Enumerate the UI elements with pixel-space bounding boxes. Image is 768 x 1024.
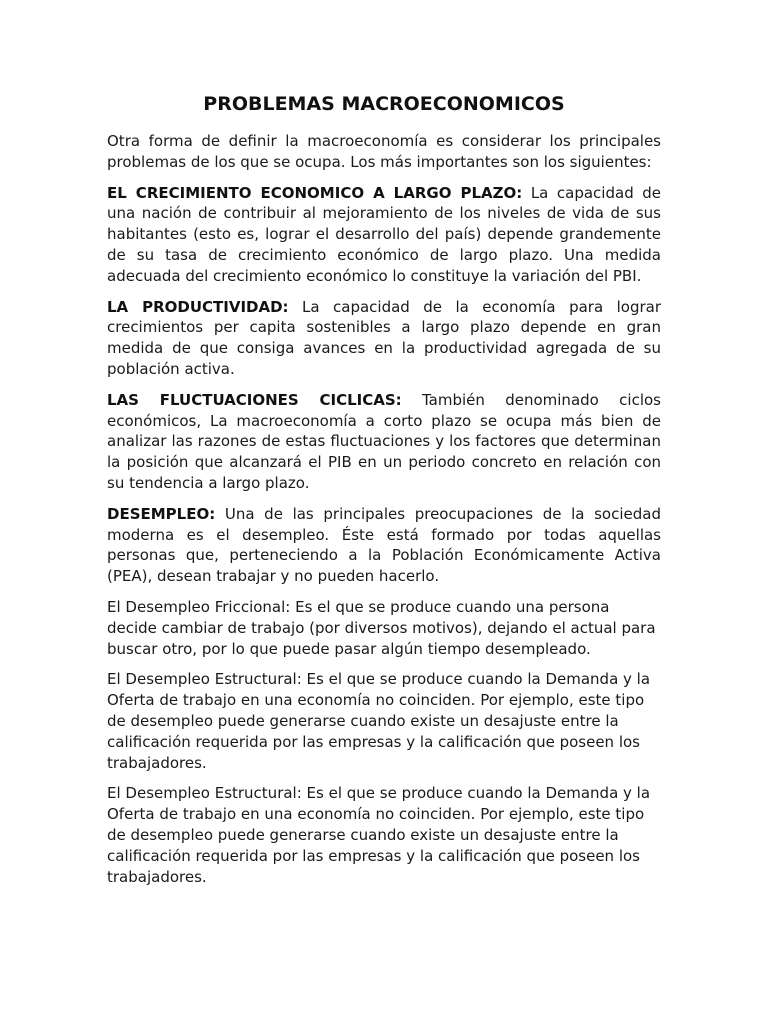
paragraph-desempleo-friccional: El Desempleo Friccional: Es el que se produce cuando una persona decide cambiar de trabajo (por diversos motivos), dejando el actual para buscar otro, por lo que puede pasar algún tiempo desempleado. [107,597,656,658]
paragraph-desempleo-estructural-repeat: El Desempleo Estructural: Es el que se produce cuando la Demanda y la Oferta de trabajo en una economía no coinciden. Por ejemplo, este tipo de desempleo puede generarse cuando existe un desajuste entre la calificación requerida por las empresas y la calificación que poseen los trabajadores. [107,784,651,886]
intro-paragraph: Otra forma de definir la macroeconomía es considerar los principales problemas de los que se ocupa. Los más importantes son los siguientes: [107,132,661,171]
section-term: LA PRODUCTIVIDAD: [107,297,289,316]
section-text: La capacidad de una nación de contribuir al mejoramiento de los niveles de vida de sus habitantes (esto es, lograr el desarrollo del país) depende grandemente de su tasa de crecimiento económico de largo plazo. Una medida adecuada del crecimiento económico lo constituye la variación del PBI. [107,183,662,285]
section-crecimiento [107,183,661,287]
section-fluctuaciones [107,390,661,494]
section-text: La capacidad de la economía para lograr crecimientos per capita sostenibles a largo plazo depende en gran medida de que consiga avances en la productividad agregada de su población activa. [107,297,661,378]
paragraph-desempleo-estructural: El Desempleo Estructural: Es el que se produce cuando la Demanda y la Oferta de trabajo en una economía no coinciden. Por ejemplo, este tipo de desempleo puede generarse cuando existe un desajuste entre la calificación requerida por las empresas y la calificación que poseen los trabajadores. [107,670,651,772]
document-title: PROBLEMAS MACROECONOMICOS [203,93,565,115]
document-body [107,90,661,897]
section-term: EL CRECIMIENTO ECONOMICO A LARGO PLAZO: [107,183,523,202]
section-text: También denominado ciclos económicos, La macroeconomía a corto plazo se ocupa más bien de analizar las razones de estas fluctuaciones y los factores que determinan la posición que alcanzará el PIB en un periodo concreto en relación con su tendencia a largo plazo. [107,390,661,492]
section-text: Una de las principales preocupaciones de la sociedad moderna es el desempleo. Éste está formado por todas aquellas personas que, perteneciendo a la Población Económicamente Activa (PEA), desean trabajar y no pueden hacerlo. [107,504,661,586]
section-productividad [107,297,661,380]
section-desempleo [107,504,661,587]
section-term: LAS FLUCTUACIONES CICLICAS: [107,390,402,409]
section-term: DESEMPLEO: [107,504,216,523]
